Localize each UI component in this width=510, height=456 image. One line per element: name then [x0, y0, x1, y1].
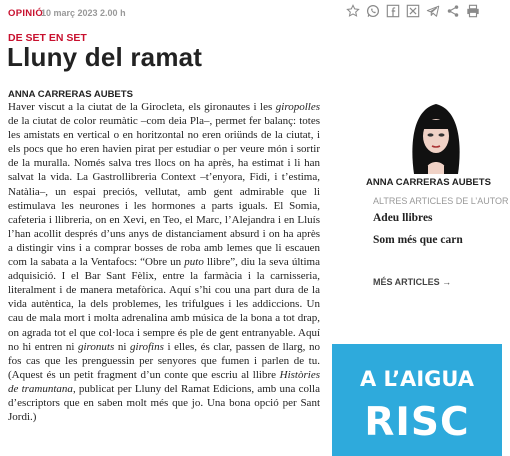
- share-icon[interactable]: [446, 4, 460, 18]
- related-article-link[interactable]: Adeu llibres: [373, 212, 433, 224]
- more-articles-link[interactable]: MÉS ARTICLES →: [373, 277, 452, 287]
- body-italic: puto: [184, 256, 204, 269]
- star-icon[interactable]: [346, 4, 360, 18]
- print-icon[interactable]: [466, 4, 480, 18]
- body-text-span: Haver viscut a la ciutat de la Girocleta, els gironautes i les: [8, 101, 276, 113]
- advertisement-banner[interactable]: [332, 344, 502, 456]
- article-author[interactable]: ANNA CARRERAS AUBETS: [8, 89, 133, 100]
- author-photo[interactable]: [404, 96, 468, 174]
- body-italic: Històries de tramuntana: [8, 368, 320, 395]
- body-text-span: i elles, és clar, passen de llarg, no fos cas que les prenguessin per senyores que fumen i parlen de tu. (Aquest és un petit fragment d’un conte que escriu al llibre: [8, 340, 320, 381]
- telegram-icon[interactable]: [426, 4, 440, 18]
- ad-headline-large: RISC: [364, 400, 470, 445]
- sidebar-author-name[interactable]: ANNA CARRERAS AUBETS: [366, 177, 491, 188]
- x-twitter-icon[interactable]: [406, 4, 420, 18]
- section-label[interactable]: OPINIÓ: [8, 8, 44, 19]
- body-text-span: , publicat per Lluny del Ramat Edicions, amb una colla d’escriptors que en saben molt més que jo. Una bona opció per Sant Jordi.): [8, 382, 320, 424]
- publish-date: 10 març 2023 2.00 h: [41, 8, 126, 18]
- more-by-author-label: ALTRES ARTICLES DE L’AUTOR: [373, 196, 509, 206]
- ad-headline: A L’AIGUA: [359, 367, 475, 391]
- related-article-link[interactable]: Som més que carn: [373, 234, 463, 246]
- body-text-span: ni: [114, 340, 131, 353]
- article-toolbar: [0, 0, 510, 28]
- article-kicker: DE SET EN SET: [8, 32, 87, 44]
- whatsapp-icon[interactable]: [366, 4, 380, 18]
- body-text-span: de la ciutat de color reumàtic –com deia Pla–, permet fer balanç: totes les amistats en vertical o en horitzontal no eren oriünds de la ciutat, i els pocs que ho eren havien pirat per estudiar o per veure món i sortir de la muralla. Només salva tres llocs on ha après, ha estimat i li han salvat la vida. La Gastrollibreria Context –t’enyora, Fidi, i t’estima, Natàlia–, un espai preciós, vellutat, amb gent admirable que li estimulava les neurones i les hormones a parts iguals. El Somia, cafeteria i llibreria, on en Xevi, en Teo, el Marc, l’Alejandra i en Lluís l’han acollit després d’uns anys de distanciament absurd i on ha après a distingir vins i a comprar bosses de roba amb lemes que li escauen com la sabata a la Ventafocs: “Obre un: [8, 115, 320, 269]
- body-text-span: llibre”, diu la seva última adquisició. I el Bar Sant Fèlix, entre la farmàcia i la carnisseria, literalment i de manera metafòrica. Aquí s’hi cou una part dura de la vida autèntica, la dels problemes, les trifulgues i les addiccions. Un cau de mala mort i molta adrenalina amb música de la bona a tot drap, on agrada tot el que col·loca i sempre és ple de gent entranyable. Aquí no hi entren ni: [8, 256, 320, 353]
- body-italic: giropolles: [275, 101, 320, 113]
- share-icons: [346, 4, 480, 22]
- body-italic: girofins: [130, 340, 164, 353]
- facebook-icon[interactable]: [386, 4, 400, 18]
- article-body: [8, 100, 320, 424]
- article-title: Lluny del ramat: [7, 42, 203, 72]
- body-italic: gironuts: [78, 340, 115, 353]
